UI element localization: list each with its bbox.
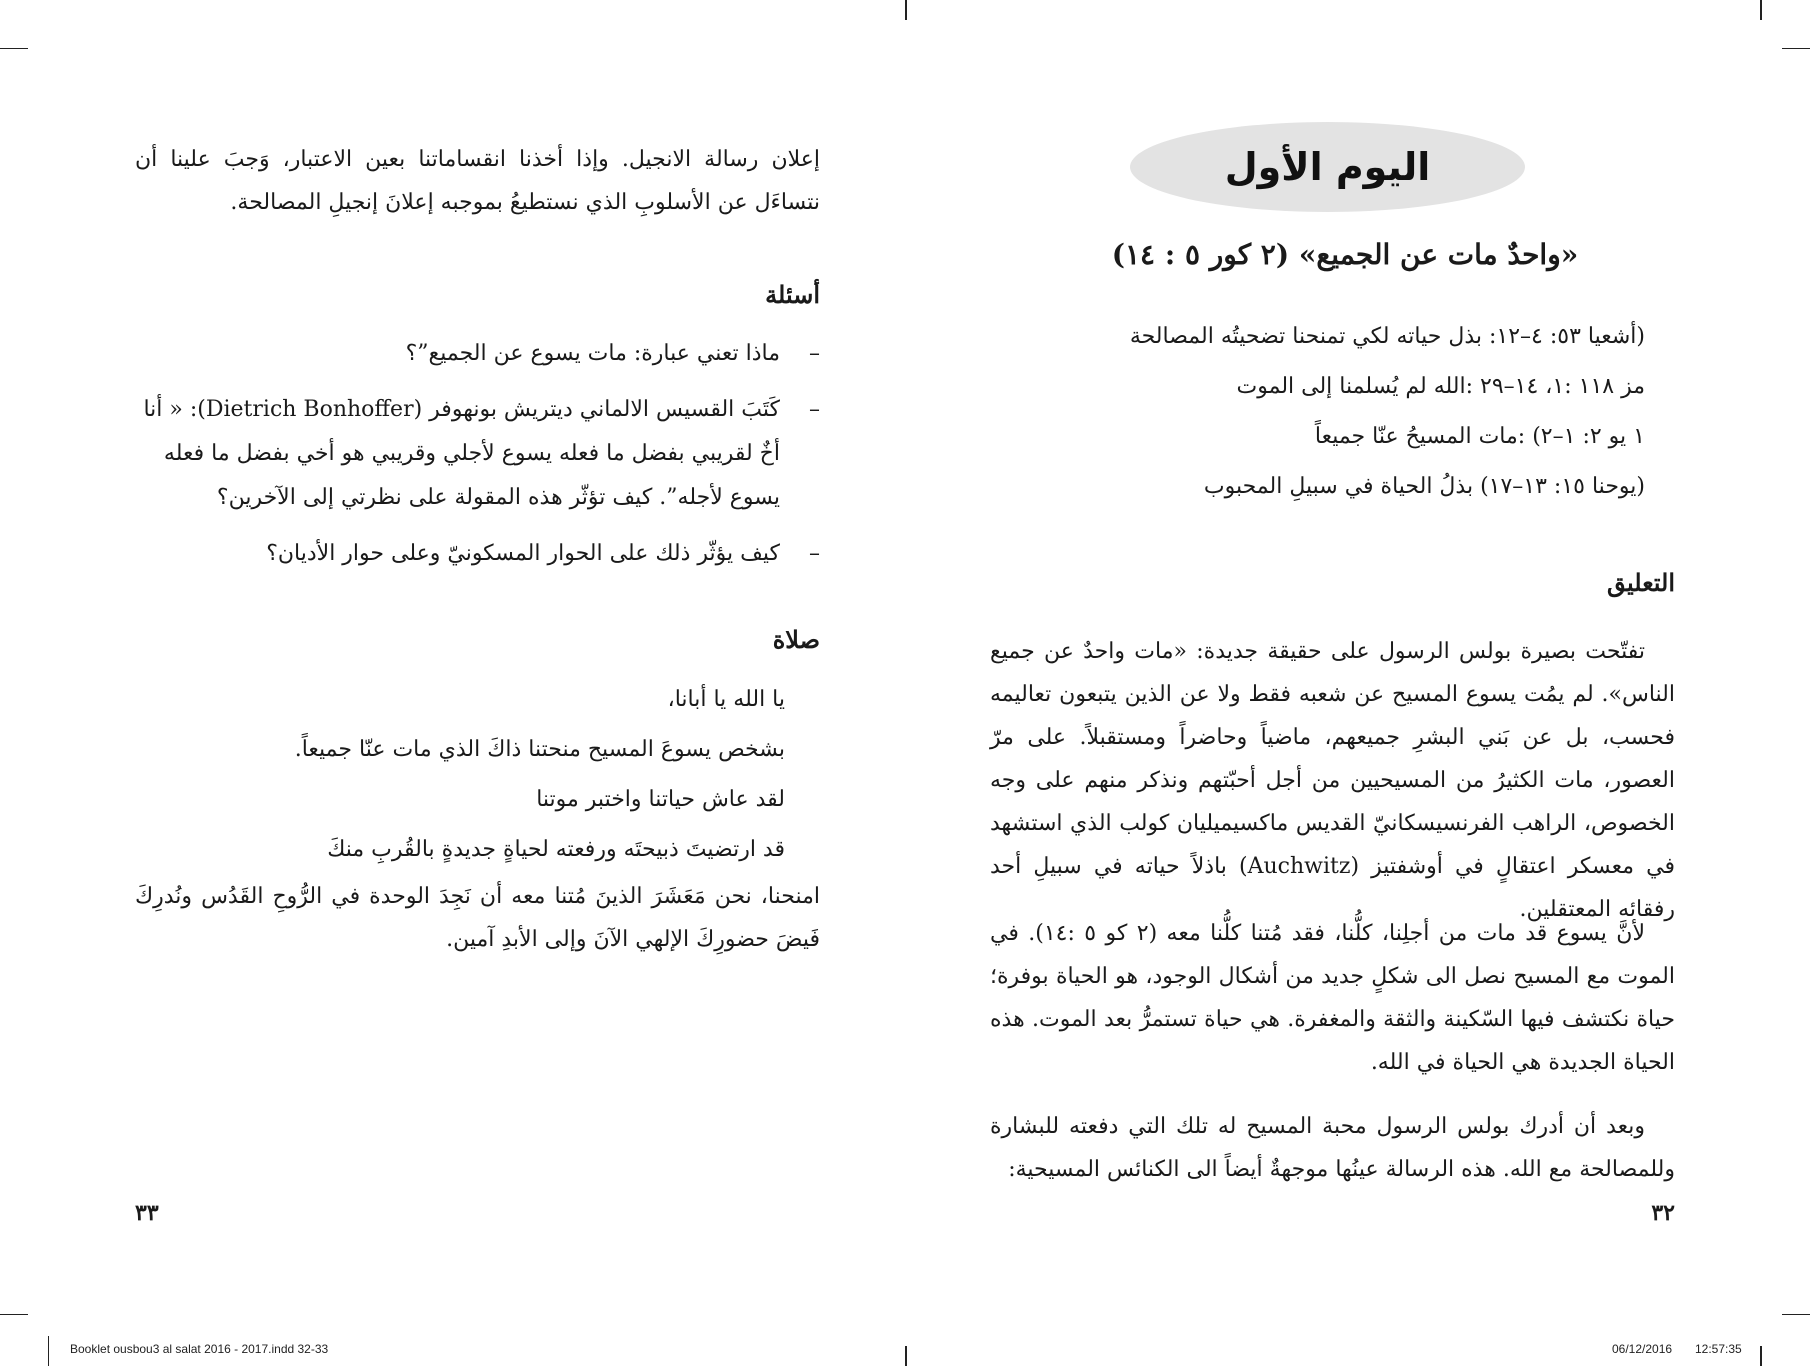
prayer-heading: صلاة xyxy=(772,625,820,654)
reading-item: (يوحنا ١٥: ١٣–١٧) بذلُ الحياة في سبيلِ المحبوب xyxy=(1203,474,1645,499)
page-subtitle: «واحدٌ مات عن الجميع» (٢ كور ٥ : ١٤) xyxy=(1111,238,1579,271)
crop-mark xyxy=(1760,0,1762,20)
crop-mark xyxy=(905,0,907,20)
intro-paragraph: إعلان رسالة الانجيل. وإذا أخذنا انقساماتنا بعين الاعتبار، وَجبَ علينا أن نتساءَل عن الأسلوبِ الذي نستطيعُ بموجبه إعلانَ إنجيلِ المصالحة. xyxy=(135,147,820,215)
crop-mark xyxy=(0,48,28,49)
questions-list xyxy=(135,332,820,588)
question-text: كَتَبَ القسيس الالماني ديتريش بونهوفر (Dietrich Bonhoffer): « أنا أخٌ لقريبي بفضل ما فعله يسوع لأجلي وقريبي هو أخي بفضل ما فعله يسوع لأجله”. كيف تؤثّر هذه المقولة على نظرتي إلى الآخرين؟ xyxy=(143,397,780,510)
readings-list xyxy=(1045,312,1645,512)
crop-mark xyxy=(1782,1314,1810,1315)
question-item xyxy=(135,532,820,576)
question-item xyxy=(135,332,820,376)
footer-filename: Booklet ousbou3 al salat 2016 - 2017.indd 32-33 xyxy=(70,1342,329,1356)
crop-mark xyxy=(0,1314,28,1315)
page-number: ٣٢ xyxy=(1651,1200,1675,1226)
bullet-dash: – xyxy=(809,397,820,422)
question-item xyxy=(135,388,820,520)
page-number: ٣٣ xyxy=(135,1200,159,1226)
prayer-line: قد ارتضيتَ ذبيحتَه ورفعته لحياةٍ جديدةٍ بالقُربِ منكَ xyxy=(327,837,785,862)
prayer-line: امنحنا، نحن مَعَشَرَ الذينَ مُتنا معه أن نَجِدَ الوحدة في الرُّوحِ القَدُس ونُدرِكَ فَيضَ حضورِكَ الإلهي الآنَ وإلى الأبدِ آمين. xyxy=(135,884,820,952)
bullet-dash: – xyxy=(809,341,820,366)
right-page xyxy=(990,120,1675,1240)
prayer-text xyxy=(135,675,820,961)
paragraph: وبعد أن أدرك بولس الرسول محبة المسيح له تلك التي دفعته للبشارة وللمصالحة مع الله. هذه الرسالة عينُها موجهةٌ أيضاً الى الكنائس المسيحية: xyxy=(990,1114,1675,1182)
commentary-heading: التعليق xyxy=(1606,568,1675,597)
footer-date: 06/12/2016 xyxy=(1612,1342,1673,1356)
prayer-line: لقد عاش حياتنا واختبر موتنا xyxy=(536,787,785,812)
crop-mark xyxy=(1760,1346,1762,1366)
paragraph: لأنَّ يسوع قد مات من أجلِنا، كلُّنا، فقد مُتنا كلُّنا معه (٢ كو ٥ :١٤). في الموت مع المسيح نصل الى شكلٍ جديد من أشكال الوجود، هو الحياة بوفرة؛ حياة نكتشف فيها السّكينة والثقة والمغفرة. هي حياة تستمرُّ بعد الموت. هذه الحياة الجديدة هي الحياة في الله. xyxy=(990,921,1675,1075)
bullet-dash: – xyxy=(809,541,820,566)
crop-mark xyxy=(905,1346,907,1366)
crop-mark xyxy=(48,1336,49,1366)
question-text: كيف يؤثّر ذلك على الحوار المسكونيّ وعلى حوار الأديان؟ xyxy=(266,541,780,566)
paragraph: تفتّحت بصيرة بولس الرسول على حقيقة جديدة: «مات واحدٌ عن جميع الناس». لم يمُت يسوع المسيح عن شعبه فقط ولا عن الذين يتبعون تعاليمه فحسب، بل عن بَني البشرِ جميعهم، ماضياً وحاضراً ومستقبلاً. على مرّ العصور، مات الكثيرُ من المسيحيين من أجل أحبّتهم ونذكر منهم على وجه الخصوص، الراهب الفرنسيسكانيّ القديس ماكسيميليان كولب الذي استشهد في معسكر اعتقالٍ في أوشفتيز (Auchwitz) باذلاً حياته في سبيلِ أحد رفقائه المعتقلين. xyxy=(990,639,1675,922)
reading-item: (أشعيا ٥٣: ٤–١٢: بذل حياته لكي تمنحنا تضحيتُه المصالحة xyxy=(1129,324,1645,349)
day-title: اليوم الأول xyxy=(1130,122,1525,212)
crop-mark xyxy=(1782,48,1810,49)
reading-item: مز ١١٨ :١، ١٤–٢٩ :الله لم يُسلمنا إلى الموت xyxy=(1236,374,1645,399)
footer-time: 12:57:35 xyxy=(1695,1342,1742,1356)
questions-heading: أسئلة xyxy=(765,280,820,309)
reading-item: ١ يو ٢: ١–٢) :مات المسيحُ عنّا جميعاً xyxy=(1314,424,1645,449)
question-text: ماذا تعني عبارة: مات يسوع عن الجميع”؟ xyxy=(405,341,780,366)
prayer-line: يا الله يا أبانا، xyxy=(667,687,785,712)
left-page xyxy=(135,120,820,1240)
prayer-line: بشخص يسوعَ المسيح منحتنا ذاكَ الذي مات عنّا جميعاً. xyxy=(294,737,785,762)
